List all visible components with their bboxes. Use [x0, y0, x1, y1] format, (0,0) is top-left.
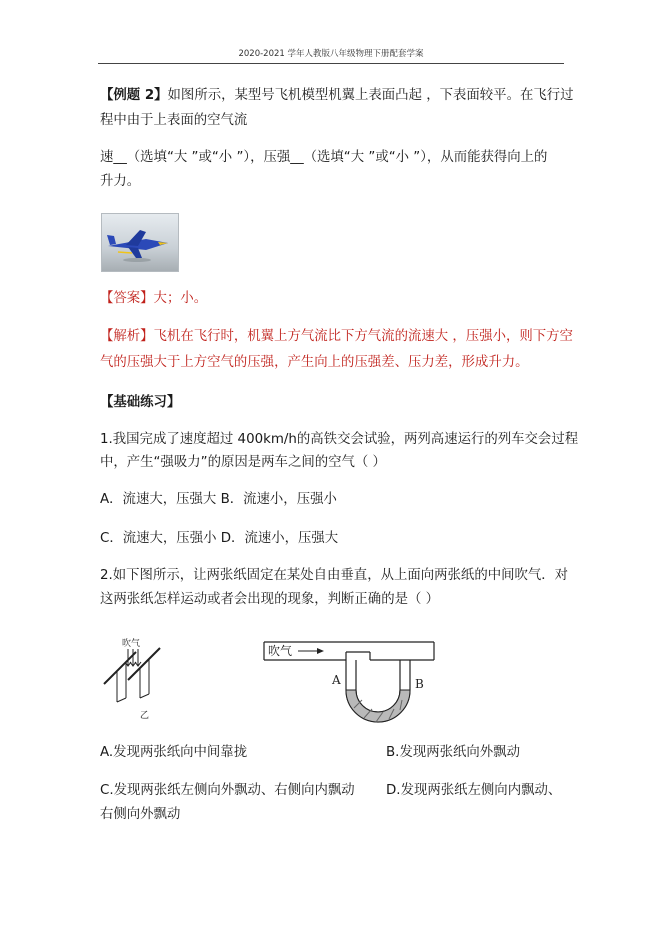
- q2-option-b: B.发现两张纸向外飘动: [386, 745, 520, 760]
- example-line-2: 程中由于上表面的空气流: [100, 113, 248, 128]
- q1-option-b: B．流速小，压强小: [220, 492, 337, 507]
- q1-line-1: 1.我国完成了速度超过 400km/h的高铁交会试验，两列高速运行的列车交会过程: [100, 432, 579, 447]
- q2-line-2: 这两张纸怎样运动或者会出现的现象，判断正确的是（ ）: [100, 592, 440, 607]
- q1-option-c: C．流速大，压强小: [100, 531, 217, 546]
- example-line-1: [100, 86, 574, 106]
- q2-option-a: A.发现两张纸向中间靠拢: [100, 745, 248, 760]
- analysis-line-1: 【解析】飞机在飞行时，机翼上方气流比下方气流的流速大 ，压强小，则下方空: [100, 329, 573, 344]
- figure2-label-a: A: [332, 673, 341, 687]
- airplane-model-photo: [101, 213, 179, 272]
- q1-option-a: A．流速大，压强大: [100, 492, 217, 507]
- example-text-1: 如图所示，某型号飞机模型机翼上表面凸起 ，下表面较平。在飞行过: [167, 88, 574, 103]
- figure2-blow-label: 吹气: [268, 644, 293, 658]
- figure1-bottom-label: 乙: [140, 711, 150, 721]
- q1-options-row-2: [100, 529, 338, 549]
- q2-option-c: C.发现两张纸左侧向外飘动、右侧向内飘动: [100, 783, 355, 798]
- q1-option-d: D．流速小，压强大: [220, 531, 339, 546]
- example-line-3: 速__（选填“大 ”或“小 ”），压强__（选填“大 ”或“小 ”），从而能获得向上的: [100, 150, 548, 165]
- example-tag: 【例题 2】: [100, 88, 168, 103]
- figure1-blow-label: 吹气: [122, 639, 141, 649]
- q2-option-d-continued: 右侧向外飘动: [100, 807, 181, 822]
- q1-line-2: 中，产生“强吸力”的原因是两车之间的空气（ ）: [100, 455, 386, 470]
- analysis-line-2: 气的压强大于上方空气的压强，产生向上的压强差、压力差，形成升力。: [100, 355, 529, 370]
- q2-option-d: D.发现两张纸左侧向内飘动、: [386, 783, 562, 798]
- example-line-4: 升力。: [100, 174, 141, 189]
- section-title: 【基础练习】: [100, 395, 181, 410]
- u-tube-figure: [262, 632, 437, 737]
- paper-blowing-figure: [100, 632, 170, 727]
- q2-line-1: 2.如下图所示，让两张纸固定在某处自由垂直，从上面向两张纸的中间吹气．对: [100, 568, 569, 583]
- q1-options-row-1: [100, 490, 337, 510]
- page-header: 2020-2021 学年人教版八年级物理下册配套学案: [238, 49, 424, 59]
- answer-line: 【答案】大；小。: [100, 291, 208, 306]
- header-divider: [98, 63, 564, 64]
- figure2-label-b: B: [415, 677, 424, 691]
